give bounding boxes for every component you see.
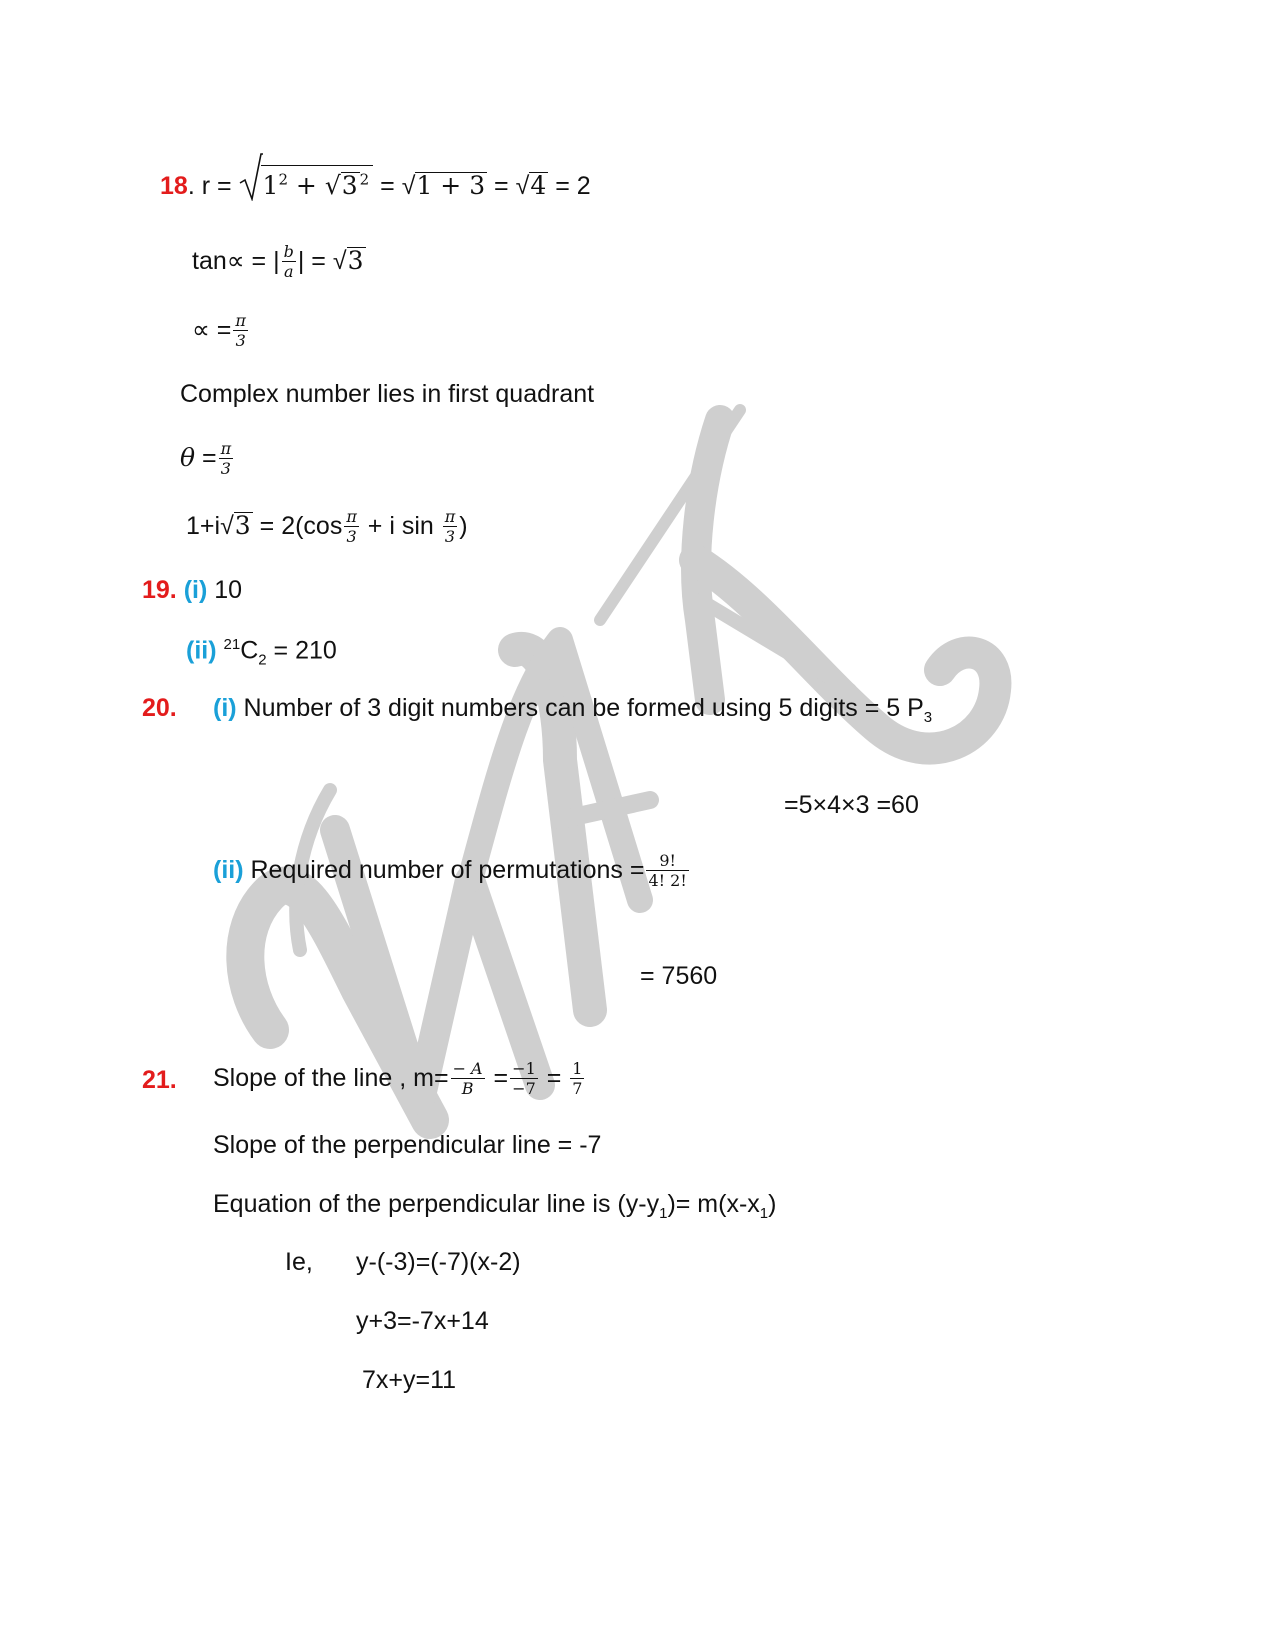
q19-line2 [186, 637, 337, 667]
q21-sub-y1: 1 [659, 1205, 668, 1222]
q18-tan-after: | = [297, 246, 333, 275]
q18-eq-1: = [373, 172, 402, 200]
q20-number: 20. [142, 694, 177, 722]
q20-part-ii: (ii) [213, 855, 244, 884]
q18-polar-line: 1+i√3 = 2(cos $\frac{\pi}{3}$ + i sin $\frac{\pi}{3}$ ) [186, 507, 468, 547]
q18-tan-label: tan∝ = | [192, 246, 280, 275]
q19-number: 19. [142, 576, 177, 604]
q18-polar-fraction-2: $\frac{\pi}{3}$ [444, 507, 456, 547]
q21-eqn-b: )= m(x-x [667, 1190, 760, 1218]
q19-part-ii: (ii) [186, 636, 217, 665]
q21-perp-slope: Slope of the perpendicular line = -7 [213, 1131, 602, 1159]
q18-radicand-2: 1 + 3 [416, 171, 486, 200]
watermark-a-stroke-3 [560, 800, 650, 820]
q18-theta-eq: = [195, 443, 217, 472]
q18-tan-radicand: 3 [347, 245, 364, 275]
q18-line1: 18. r = $1^2 + √3$ $^2$ = √1 + 3 = √4 = 2 [160, 165, 591, 199]
watermark-k-stroke [696, 420, 720, 700]
q18-big-radical [239, 165, 374, 199]
q18-result: = 2 [548, 172, 591, 200]
q18-eq-2: = [487, 172, 516, 200]
q19-sup-21: 21 [223, 636, 241, 653]
q21-eqn-a: Equation of the perpendicular line is (y-y [213, 1190, 660, 1218]
q20-factorial-fraction: $\frac{9!}{4! 2!}$ [648, 851, 687, 891]
q19-sub-2: 2 [258, 651, 267, 669]
q19-c: C [240, 636, 259, 665]
q21-sub-x1: 1 [759, 1205, 769, 1222]
q20-part-ii-text: Required number of permutations = [243, 855, 645, 884]
q20-part-i-result: =5×4×3 =60 [784, 791, 919, 819]
q21-step-2: y+3=-7x+14 [356, 1307, 489, 1335]
q19-part-i: (i) [183, 576, 208, 604]
q21-fraction-neg: $\frac{-1}{-7}$ [512, 1059, 536, 1099]
q21-eq-1: = [486, 1063, 509, 1092]
q18-radicand-3: 4 [530, 171, 547, 200]
q21-slope-line [213, 1060, 586, 1099]
q18-polar-close: ) [459, 511, 468, 540]
q20-part-ii-result: = 7560 [640, 962, 718, 990]
q18-inner-radicand: 3 [341, 171, 358, 200]
q18-theta-symbol: θ [180, 442, 196, 472]
q21-step-1: y-(-3)=(-7)(x-2) [356, 1248, 521, 1276]
q18-polar-a: 1+i [186, 511, 221, 540]
q18-quadrant-text: Complex number lies in first quadrant [180, 380, 595, 408]
q21-eqn-c: ) [768, 1190, 777, 1218]
q20-part-i: (i) [213, 694, 237, 722]
q21-step-3: 7x+y=11 [362, 1366, 457, 1394]
q20-sub-3: 3 [923, 709, 933, 726]
q21-slope-label: Slope of the line , m= [213, 1063, 449, 1092]
q18-polar-cos: = 2(cos [252, 511, 343, 540]
q18-theta-fraction: $\frac{\pi}{3}$ [220, 439, 232, 479]
watermark-k-stroke-4 [700, 600, 850, 690]
q18-tan-line: tan∝ = | $\frac{b}{a}$ | = √3 [192, 242, 364, 282]
q18-polar-sin: + i sin [360, 511, 441, 540]
q18-inner-root: √ [324, 171, 341, 200]
q19-answer-ii: = 210 [266, 636, 337, 665]
q18-tan-fraction: $\frac{b}{a}$ [283, 242, 294, 282]
q18-theta-line [180, 440, 235, 479]
q18-polar-radicand: 3 [234, 510, 251, 540]
q20-part-i-line [213, 696, 932, 725]
q21-ie-label: Ie, [285, 1248, 313, 1276]
q18-alpha-label: ∝ = [192, 315, 232, 344]
q18-alpha-fraction: $\frac{\pi}{3}$ [235, 311, 246, 351]
q19-line1 [142, 578, 242, 603]
q18-plus: + [287, 171, 325, 200]
q19-answer-i: 10 [207, 576, 243, 604]
watermark-k-stroke-2 [600, 410, 740, 620]
q21-number: 21. [142, 1066, 177, 1094]
q18-outer-exp: 2 [359, 170, 370, 189]
radical-sign-icon [239, 153, 263, 201]
q18-polar-fraction-1: $\frac{\pi}{3}$ [346, 507, 357, 547]
q21-equation-line [213, 1192, 776, 1221]
q18-term-1: 1 [262, 171, 279, 200]
q20-part-ii-line [213, 852, 691, 891]
q18-r-prefix: . r = [187, 172, 232, 200]
q21-fraction-a-b: $\frac{- A}{B}$ [452, 1059, 483, 1099]
q18-number: 18 [160, 172, 188, 200]
q20-part-i-text: Number of 3 digit numbers can be formed using 5 digits = 5 P [236, 694, 924, 722]
q18-alpha-line [192, 312, 250, 351]
q18-exp-2: 2 [278, 170, 288, 189]
q21-eq-2: = [539, 1063, 569, 1092]
q21-fraction-result: $\frac{1}{7}$ [572, 1059, 583, 1099]
